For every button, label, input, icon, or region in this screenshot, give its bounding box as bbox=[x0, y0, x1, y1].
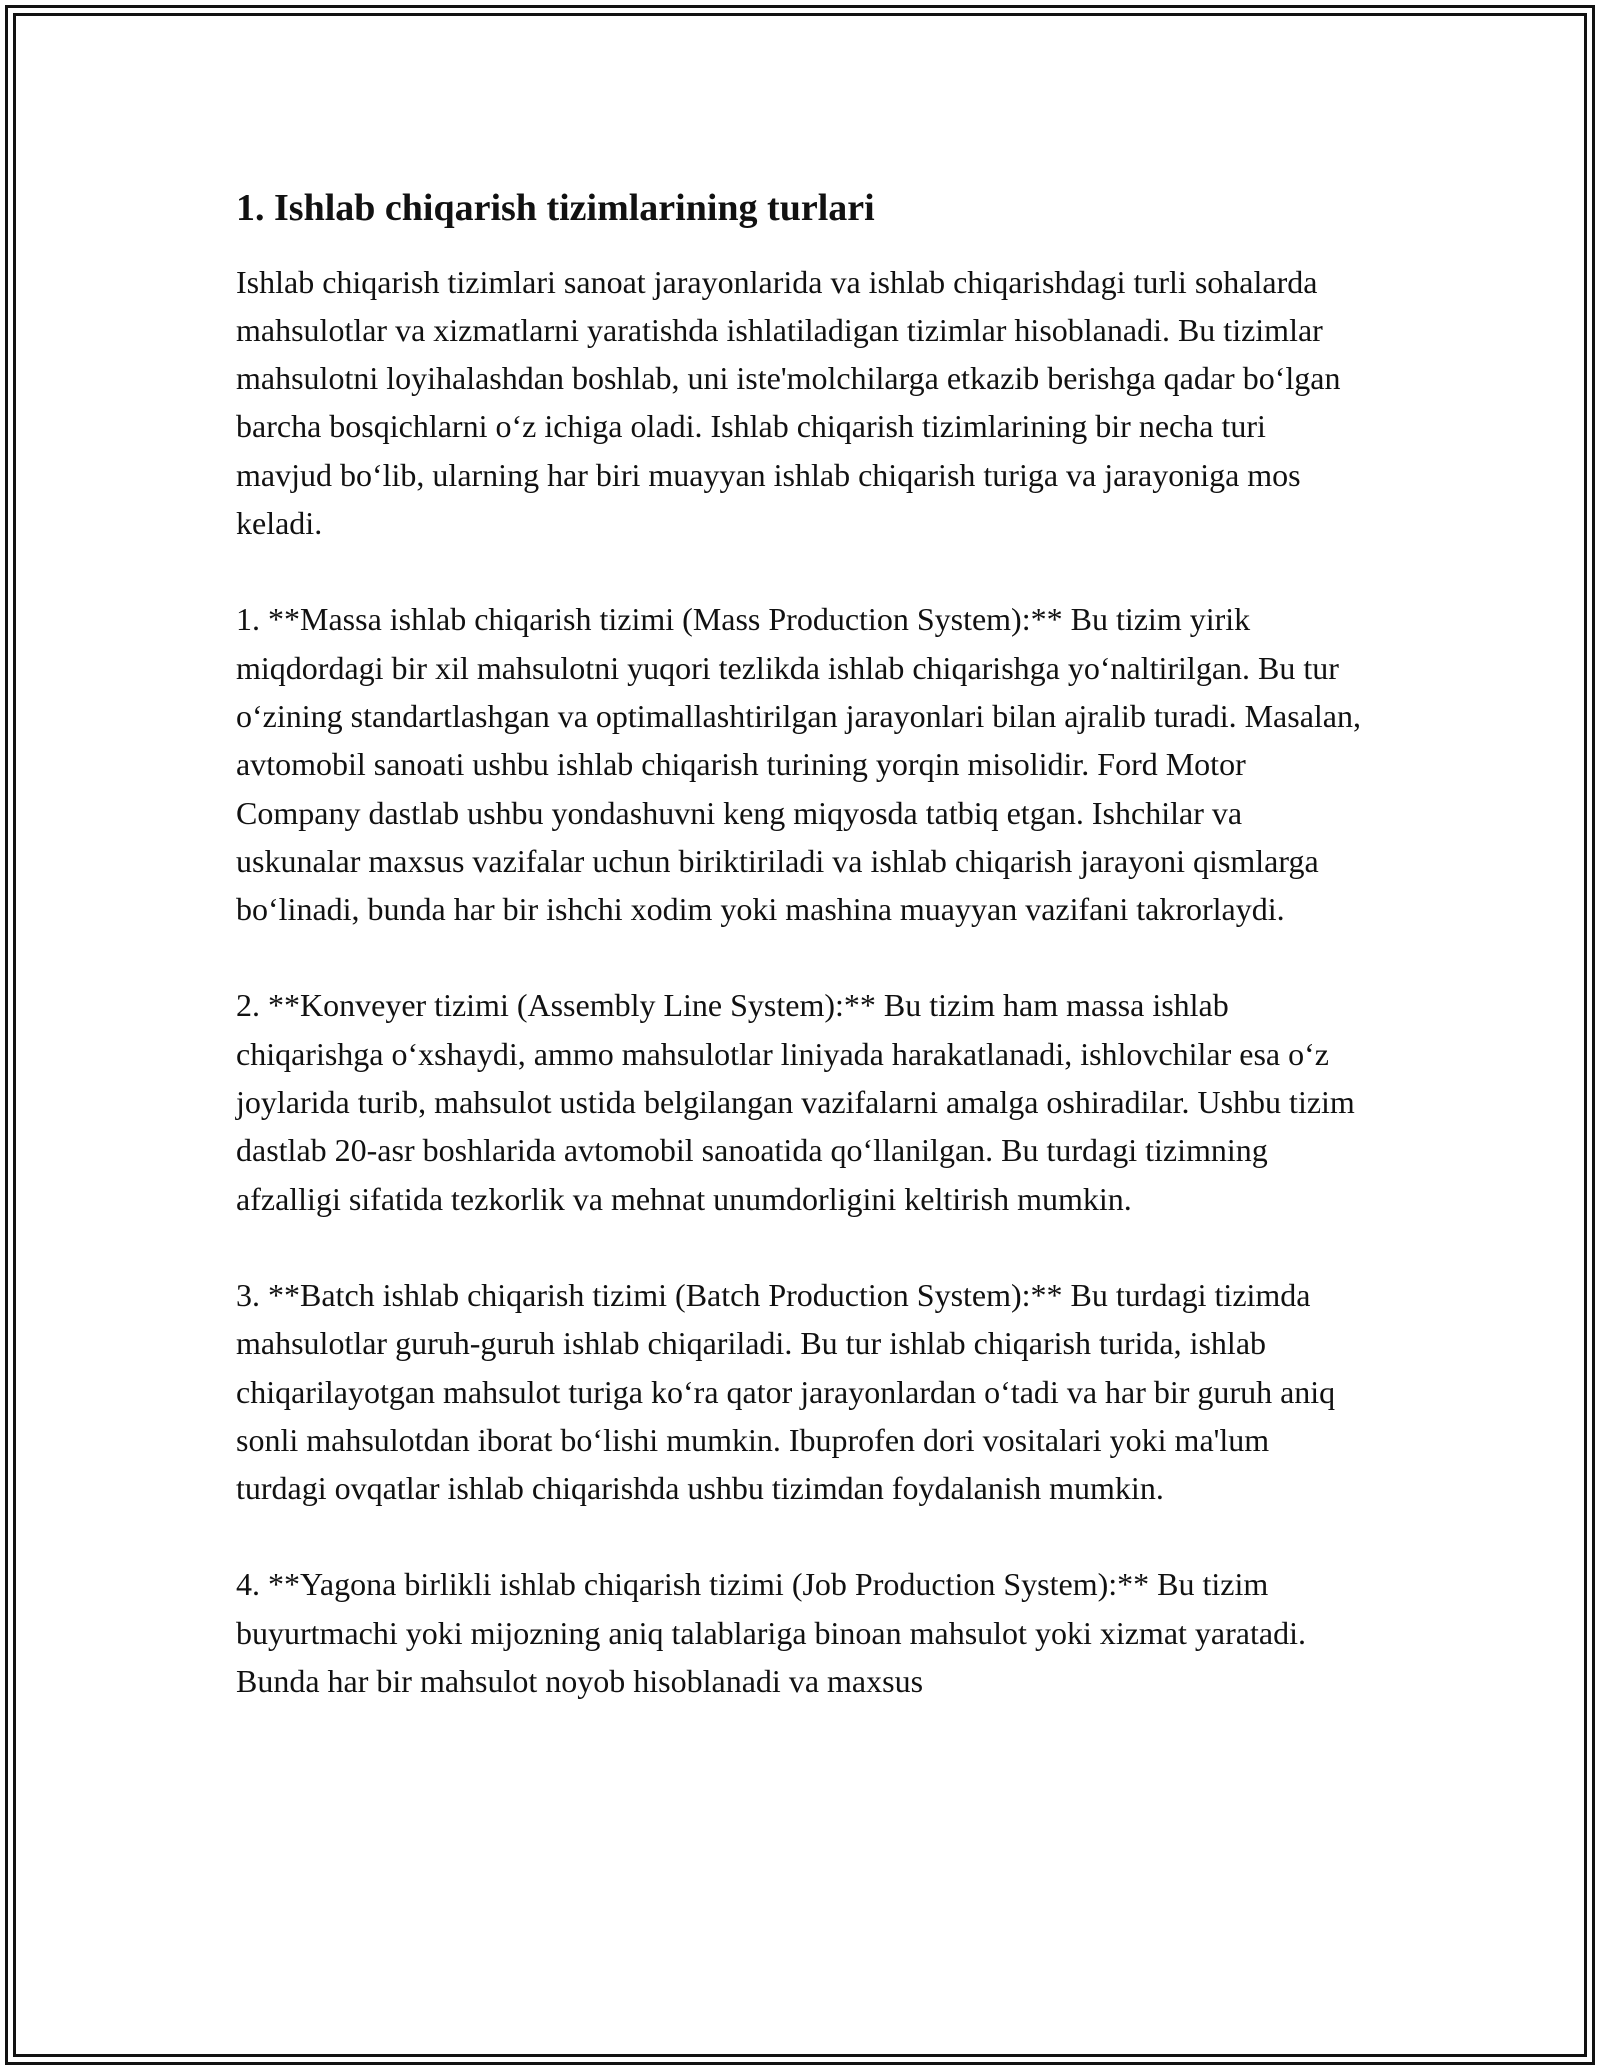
job-production-paragraph: 4. **Yagona birlikli ishlab chiqarish tizimi (Job Production System):** Bu tizim buyurtmachi yoki mijozning aniq talablariga binoan mahsulot yoki xizmat yaratadi. Bunda har bir mahsulot noyob hisoblanadi va maxsus bbox=[236, 1566, 1306, 1700]
intro-paragraph: Ishlab chiqarish tizimlari sanoat jarayonlarida va ishlab chiqarishdagi turli sohalarda mahsulotlar va xizmatlarni yaratishda ishlatiladigan tizimlar hisoblanadi. Bu tizimlar mahsulotni loyihalashdan boshlab, uni iste'molchilarga etkazib berishga qadar bo‘lgan barcha bosqichlarni o‘z ichiga oladi. Ishlab chiqarish tizimlarining bir necha turi mavjud bo‘lib, ularning har biri muayyan ishlab chiqarish turiga va jarayoniga mos keladi. bbox=[236, 263, 1341, 542]
assembly-line-paragraph: 2. **Konveyer tizimi (Assembly Line System):** Bu tizim ham massa ishlab chiqarishga o‘xshaydi, ammo mahsulotlar liniyada harakatlanadi, ishlovchilar esa o‘z joylarida turib, mahsulot ustida belgilangan vazifalarni amalga oshiradilar. Ushbu tizim dastlab 20-asr boshlarida avtomobil sanoatida qo‘llanilgan. Bu turdagi tizimning afzalligi sifatida tezkorlik va mehnat unumdorligini keltirish mumkin. bbox=[236, 987, 1355, 1217]
batch-production-paragraph: 3. **Batch ishlab chiqarish tizimi (Batch Production System):** Bu turdagi tizimda mahsulotlar guruh-guruh ishlab chiqariladi. Bu tur ishlab chiqarish turida, ishlab chiqarilayotgan mahsulot turiga ko‘ra qator jarayonlardan o‘tadi va har bir guruh aniq sonli mahsulotdan iborat bo‘lishi mumkin. Ibuprofen dori vositalari yoki ma'lum turdagi ovqatlar ishlab chiqarishda ushbu tizimdan foydalanish mumkin. bbox=[236, 1276, 1336, 1507]
mass-production-paragraph: 1. **Massa ishlab chiqarish tizimi (Mass Production System):** Bu tizim yirik miqdordagi bir xil mahsulotni yuqori tezlikda ishlab chiqarishga yo‘naltirilgan. Bu tur o‘zining standartlashgan va optimallashtirilgan jarayonlari bilan ajralib turadi. Masalan, avtomobil sanoati ushbu ishlab chiqarish turining yorqin misolidir. Ford Motor Company dastlab ushbu yondashuvni keng miqyosda tatbiq etgan. Ishchilar va uskunalar maxsus vazifalar uchun biriktiriladi va ishlab chiqarish jarayoni qismlarga bo‘linadi, bunda har bir ishchi xodim yoki mashina muayyan vazifani takrorlaydi. bbox=[236, 601, 1361, 928]
section-heading: 1. Ishlab chiqarish tizimlarining turlari bbox=[236, 187, 875, 229]
document-body bbox=[236, 186, 1366, 1753]
